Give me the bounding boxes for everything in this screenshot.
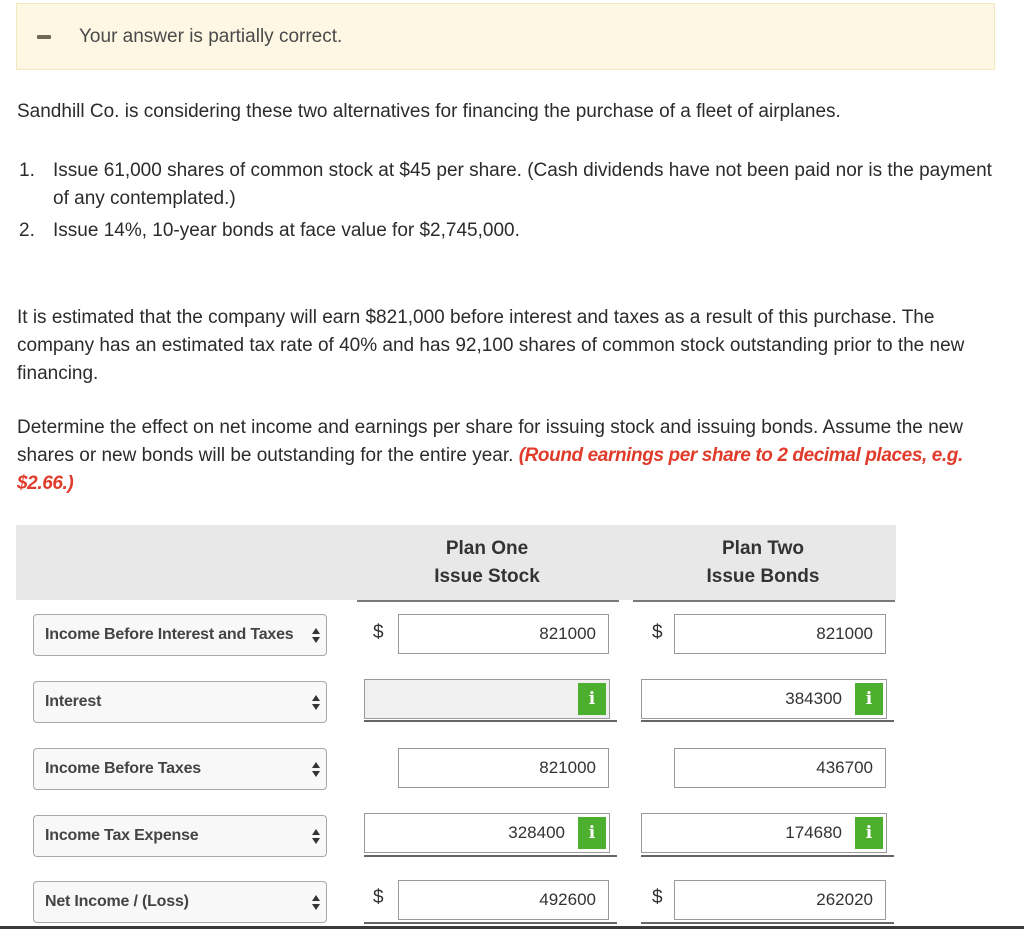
partial-dash-icon	[37, 35, 51, 39]
problem-instruction	[17, 414, 1007, 498]
plan-one-header	[357, 535, 617, 591]
plan-one-title: Plan One	[445, 538, 529, 559]
row-label-select[interactable]	[33, 681, 327, 723]
info-icon[interactable]: i	[578, 817, 606, 849]
problem-estimate: It is estimated that the company will earn $821,000 before interest and taxes as a result of this purchase. The company has an estimated tax rate of 40% and has 92,100 shares of common stock outstanding prior to the new financing.	[17, 307, 965, 384]
info-icon[interactable]: i	[578, 683, 606, 715]
list-number: 2.	[19, 220, 35, 241]
row-label: Net Income / (Loss)	[45, 893, 189, 910]
list-item	[17, 157, 1007, 213]
plan-one-amount-input[interactable]: 492600	[398, 880, 609, 920]
plan-two-amount-input[interactable]: 821000	[674, 614, 886, 654]
select-arrows-icon	[312, 695, 321, 711]
dollar-sign: $	[373, 622, 384, 643]
row-label-select[interactable]	[33, 815, 327, 857]
alternatives-list	[17, 157, 1007, 245]
list-number: 1.	[19, 160, 35, 181]
dollar-sign: $	[373, 887, 384, 908]
double-underline	[641, 922, 894, 924]
row-label-select[interactable]	[33, 748, 327, 790]
plan-two-amount-input[interactable]: 174680 i	[641, 813, 887, 853]
plan-two-amount-input[interactable]: 262020	[674, 880, 886, 920]
underline	[641, 855, 894, 857]
plan-two-header	[633, 535, 893, 591]
instruction-text: Determine the effect on net income and earnings per share for issuing stock and issuing bonds. Assume the new shares or new bonds will be outstanding for the entire year.	[17, 417, 963, 466]
plan-two-amount-input[interactable]: 384300 i	[641, 679, 887, 719]
plan-two-title: Plan Two	[722, 538, 804, 559]
select-arrows-icon	[312, 762, 321, 778]
dollar-sign: $	[652, 887, 663, 908]
info-icon[interactable]: i	[855, 683, 883, 715]
plan-one-amount-input[interactable]: 328400 i	[364, 813, 610, 853]
row-label: Income Tax Expense	[45, 827, 199, 844]
header-divider	[357, 600, 619, 602]
status-text: Your answer is partially correct.	[79, 26, 343, 47]
dollar-sign: $	[652, 622, 663, 643]
row-label: Income Before Interest and Taxes	[45, 626, 294, 643]
row-label: Income Before Taxes	[45, 760, 201, 777]
underline	[364, 720, 617, 722]
plan-one-subtitle: Issue Stock	[434, 566, 540, 587]
select-arrows-icon	[312, 829, 321, 845]
status-banner	[16, 3, 995, 70]
header-divider	[633, 600, 895, 602]
underline	[364, 855, 617, 857]
double-underline	[364, 922, 617, 924]
list-item	[17, 217, 1007, 245]
row-label: Interest	[45, 693, 102, 710]
select-arrows-icon	[312, 628, 321, 644]
rounding-note: (Round earnings per share to 2 decimal places, e.g. $2.66.)	[17, 445, 963, 494]
info-icon[interactable]: i	[855, 817, 883, 849]
plan-one-amount-input[interactable]	[364, 679, 610, 719]
list-text: Issue 14%, 10-year bonds at face value for $2,745,000.	[53, 220, 520, 241]
plan-one-amount-input[interactable]: 821000	[398, 748, 609, 788]
plan-two-subtitle: Issue Bonds	[706, 566, 820, 587]
select-arrows-icon	[312, 895, 321, 911]
list-text: Issue 61,000 shares of common stock at $45 per share. (Cash dividends have not been paid nor is the payment of any contemplated.)	[53, 160, 992, 209]
problem-intro: Sandhill Co. is considering these two alternatives for financing the purchase of a fleet of airplanes.	[17, 101, 841, 122]
underline	[641, 720, 894, 722]
plan-two-amount-input[interactable]: 436700	[674, 748, 886, 788]
plan-one-amount-input[interactable]: 821000	[398, 614, 609, 654]
row-label-select[interactable]	[33, 614, 327, 656]
row-label-select[interactable]	[33, 881, 327, 923]
